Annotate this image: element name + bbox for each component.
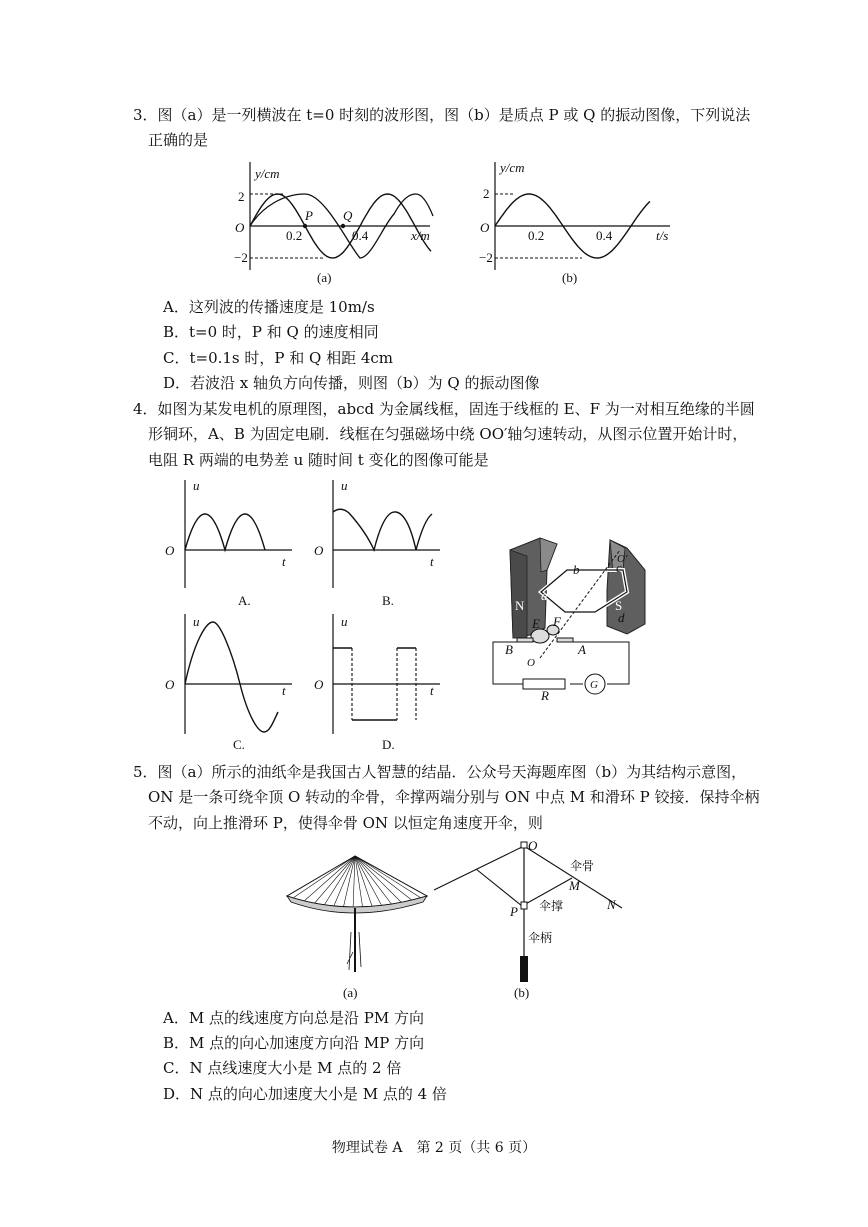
fig-b-xtick-1: 0.2 [528,228,545,243]
q5-stem-line2: ON 是一条可绕伞顶 O 转动的伞骨，伞撑两端分别与 ON 中点 M 和滑环 P 铰接．保持伞柄 [148,788,760,806]
q5-stem-line1: 5．图（a）所示的油纸伞是我国古人智慧的结晶．公众号天海题库图（b）为其结构示意图， [133,763,747,781]
fig-b-xlabel: t/s [656,228,669,243]
umbrella-illustration [283,852,429,1002]
label-brush-a: A [578,642,586,657]
label-m: M [569,878,580,893]
graph-a-t-label: t [282,554,286,569]
graph-d-origin: O [314,677,324,692]
q5-option-b: B．M 点的向心加速度方向沿 MP 方向 [163,1034,425,1052]
fig-5a-caption: (a) [343,985,358,1000]
label-rib: 伞骨 [570,859,595,873]
graph-d-caption: D. [382,737,395,752]
label-g: G [590,679,598,691]
umbrella-structure-diagram [432,836,622,1004]
fig-b-ylabel: y/cm [500,160,525,175]
graph-b-caption: B. [382,593,394,608]
fig-a-xtick-1: 0.2 [286,228,303,243]
q4-stem-line2: 形铜环，A、B 为固定电刷．线框在匀强磁场中绕 OO′轴匀速转动，从图示位置开始计时， [148,425,748,443]
label-strut: 伞撑 [539,899,564,913]
graph-d-t-label: t [430,683,434,698]
label-p: P [510,904,518,919]
point-p-marker [303,224,307,228]
page-footer: 物理试卷 A 第 2 页（共 6 页） [331,1140,537,1156]
label-handle: 伞柄 [528,931,553,945]
fig-b-origin: O [480,220,490,235]
fig-a-origin: O [235,220,245,235]
q5-option-a: A．M 点的线速度方向总是沿 PM 方向 [163,1009,424,1027]
label-d: d [618,610,625,625]
graph-a-u-label: u [193,478,200,493]
q5-stem-line3: 不动，向上推滑环 P，使得伞骨 ON 以恒定角速度开伞，则 [148,814,543,832]
fig-a-ylabel: y/cm [255,166,280,181]
label-c: c [616,560,622,575]
fig-b-ytick-pos: 2 [483,186,490,201]
graph-c-origin: O [165,677,175,692]
fig-a-xtick-2: 0.4 [352,228,369,243]
q3-option-d: D．若波沿 x 轴负方向传播，则图（b）为 Q 的振动图像 [163,374,540,392]
generator-diagram [485,530,635,705]
q3-option-a: A．这列波的传播速度是 10m/s [163,298,375,316]
q5-option-d: D．N 点的向心加速度大小是 M 点的 4 倍 [163,1085,447,1103]
graph-c-u-label: u [193,614,200,629]
q3-figure-b [470,158,680,288]
q4-stem-line3: 电阻 R 两端的电势差 u 随时间 t 变化的图像可能是 [148,451,489,469]
label-n: N [607,897,616,912]
q3-option-b: B．t=0 时，P 和 Q 的速度相同 [163,323,379,341]
label-o: O [528,838,538,853]
label-a: a [541,588,548,603]
fig-a-ytick-neg: −2 [234,250,248,265]
fig-b-caption: (b) [562,270,578,285]
fig-b-xtick-2: 0.4 [596,228,613,243]
q3-option-c: C．t=0.1s 时，P 和 Q 相距 4cm [163,349,394,367]
q4-stem-line1: 4．如图为某发电机的原理图，abcd 为金属线框，固连于线框的 E、F 为一对相互绝缘的半圆 [133,400,755,418]
fig-a-xlabel: x/m [411,228,430,243]
point-q-marker [341,224,345,228]
q4-graph-b [312,478,452,610]
label-o-bottom: O [527,657,535,669]
label-s: S [615,598,623,613]
q3-stem-line2: 正确的是 [148,131,209,149]
label-brush-b: B [505,642,513,657]
graph-c-t-label: t [282,683,286,698]
fig-5b-caption: (b) [514,985,530,1000]
label-e: E [532,616,540,631]
fig-a-point-p: P [305,208,313,223]
label-f: F [553,614,561,629]
graph-c-caption: C. [233,737,245,752]
label-n: N [515,598,525,613]
graph-b-t-label: t [430,554,434,569]
fig-a-ytick-pos: 2 [238,189,245,204]
label-b: b [573,562,580,577]
fig-a-caption: (a) [317,270,332,285]
q4-graph-d [312,612,452,752]
label-o-top: O′ [617,553,628,565]
graph-b-origin: O [314,543,324,558]
label-r: R [541,688,549,703]
q3-figure-a [225,158,445,288]
fig-a-point-q: Q [343,208,353,223]
graph-a-origin: O [165,543,175,558]
fig-b-ytick-neg: −2 [479,250,493,265]
graph-a-caption: A. [238,593,251,608]
q5-option-c: C．N 点线速度大小是 M 点的 2 倍 [163,1059,402,1077]
q4-graph-c [160,612,300,752]
q3-stem-line1: 3．图（a）是一列横波在 t=0 时刻的波形图，图（b）是质点 P 或 Q 的振动图像，下列说法 [133,106,751,124]
graph-b-u-label: u [341,478,348,493]
q4-graph-a [160,478,300,610]
graph-d-u-label: u [341,614,348,629]
